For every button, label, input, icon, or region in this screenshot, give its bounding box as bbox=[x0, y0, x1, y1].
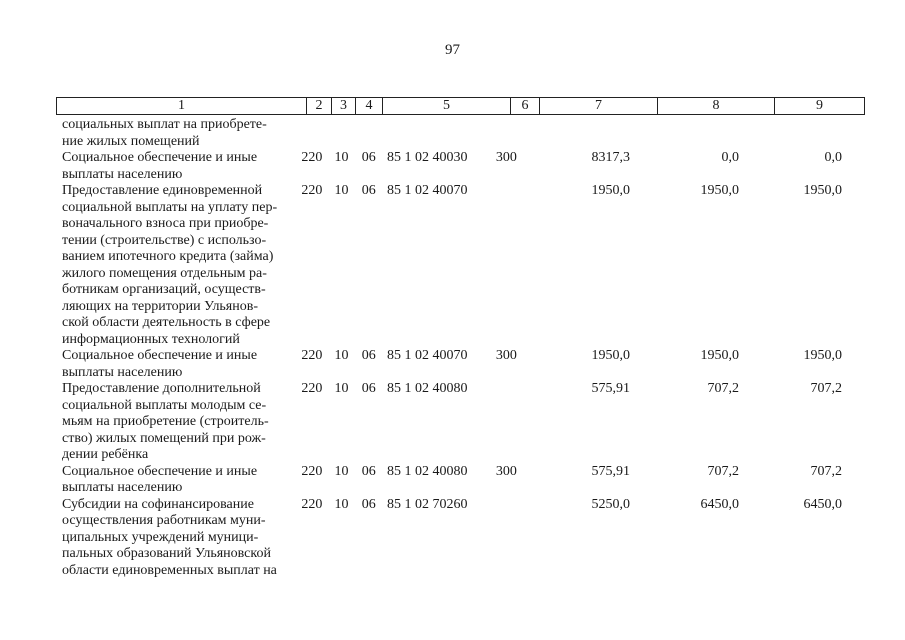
description-line: ванием ипотечного кредита (займа) bbox=[62, 249, 274, 264]
row-expense-type: 300 bbox=[495, 463, 517, 479]
description-line: мьям на приобретение (строитель- bbox=[62, 414, 269, 429]
header-col-5: 5 bbox=[383, 98, 511, 115]
description-line: осуществления работникам муни- bbox=[62, 513, 266, 528]
table-row bbox=[62, 381, 842, 464]
budget-table-body bbox=[62, 117, 842, 579]
row-description bbox=[62, 381, 293, 464]
description-line: Социальное обеспечение и иные bbox=[62, 150, 258, 165]
row-target-article: 85 1 02 40070 bbox=[386, 348, 468, 363]
row-description bbox=[62, 150, 293, 183]
row-code-admin: 220 bbox=[301, 348, 323, 363]
column-header-row bbox=[56, 97, 865, 115]
table-row bbox=[62, 348, 842, 381]
row-subsection: 06 bbox=[361, 381, 376, 396]
description-line: дении ребёнка bbox=[62, 447, 149, 462]
header-col-7: 7 bbox=[540, 98, 658, 115]
row-section: 10 bbox=[334, 463, 349, 479]
description-line: ство) жилых помещений при рож- bbox=[62, 430, 266, 446]
description-line: Социальное обеспечение и иные bbox=[62, 348, 258, 363]
description-line: Предоставление дополнительной bbox=[62, 381, 261, 396]
row-description bbox=[62, 348, 293, 381]
header-col-2: 2 bbox=[307, 98, 332, 115]
description-line: жилого помещения отдельным ра- bbox=[62, 265, 267, 281]
header-col-4: 4 bbox=[356, 98, 383, 115]
row-amount-col8: 0,0 bbox=[721, 150, 739, 165]
row-amount-col9: 707,2 bbox=[810, 463, 842, 479]
header-col-3: 3 bbox=[332, 98, 356, 115]
description-line: пальных образований Ульяновской bbox=[62, 546, 271, 561]
row-section: 10 bbox=[334, 150, 349, 165]
description-line: Субсидии на софинансирование bbox=[62, 496, 254, 512]
row-amount-col7: 575,91 bbox=[591, 381, 631, 396]
description-line: воначального взноса при приобре- bbox=[62, 216, 269, 231]
row-code-admin: 220 bbox=[301, 496, 323, 512]
description-line: выплаты населению bbox=[62, 480, 183, 495]
row-target-article: 85 1 02 40080 bbox=[386, 381, 468, 396]
row-section: 10 bbox=[334, 496, 349, 512]
row-amount-col7: 5250,0 bbox=[591, 496, 631, 512]
table-row bbox=[62, 183, 842, 348]
row-amount-col9: 1950,0 bbox=[803, 348, 842, 363]
header-col-1: 1 bbox=[57, 98, 307, 115]
description-line: ние жилых помещений bbox=[62, 133, 200, 149]
row-subsection: 06 bbox=[361, 348, 376, 363]
description-line: ской области деятельность в сфере bbox=[62, 315, 271, 330]
row-amount-col7: 1950,0 bbox=[591, 348, 631, 363]
table-row bbox=[62, 150, 842, 183]
description-line: социальных выплат на приобрете- bbox=[62, 117, 267, 132]
description-line: выплаты населению bbox=[62, 166, 183, 182]
description-line: социальной выплаты на уплату пер- bbox=[62, 199, 278, 215]
row-amount-col9: 707,2 bbox=[810, 381, 842, 396]
row-amount-col8: 1950,0 bbox=[700, 348, 739, 363]
row-code-admin: 220 bbox=[301, 150, 323, 165]
header-col-8: 8 bbox=[658, 98, 775, 115]
description-line: социальной выплаты молодым се- bbox=[62, 397, 267, 413]
row-amount-col8: 6450,0 bbox=[700, 496, 739, 512]
row-section: 10 bbox=[334, 348, 349, 363]
row-target-article: 85 1 02 40030 bbox=[386, 150, 468, 165]
row-target-article: 85 1 02 40070 bbox=[386, 183, 468, 198]
description-line: Предоставление единовременной bbox=[62, 183, 263, 198]
page-number: 97 bbox=[445, 42, 460, 58]
row-subsection: 06 bbox=[361, 183, 376, 198]
row-section: 10 bbox=[334, 183, 349, 198]
row-description bbox=[62, 183, 293, 348]
description-line: Социальное обеспечение и иные bbox=[62, 463, 258, 479]
row-amount-col7: 8317,3 bbox=[591, 150, 631, 165]
header-col-6: 6 bbox=[511, 98, 540, 115]
description-line: ципальных учреждений муници- bbox=[62, 529, 259, 545]
row-subsection: 06 bbox=[361, 150, 376, 165]
row-subsection: 06 bbox=[361, 463, 376, 479]
row-target-article: 85 1 02 40080 bbox=[386, 463, 468, 479]
table-row bbox=[62, 464, 842, 497]
row-amount-col8: 1950,0 bbox=[700, 183, 739, 198]
row-expense-type: 300 bbox=[495, 348, 517, 363]
row-description bbox=[62, 117, 293, 150]
row-amount-col8: 707,2 bbox=[707, 381, 739, 396]
row-amount-col7: 1950,0 bbox=[591, 183, 631, 198]
row-code-admin: 220 bbox=[301, 463, 323, 479]
description-line: информационных технологий bbox=[62, 331, 240, 347]
row-amount-col7: 575,91 bbox=[591, 463, 631, 479]
row-subsection: 06 bbox=[361, 496, 376, 512]
row-amount-col9: 1950,0 bbox=[803, 183, 842, 198]
row-target-article: 85 1 02 70260 bbox=[386, 496, 468, 512]
description-line: ботникам организаций, осуществ- bbox=[62, 282, 266, 297]
row-amount-col9: 0,0 bbox=[824, 150, 842, 165]
row-description bbox=[62, 464, 293, 497]
header-col-9: 9 bbox=[775, 98, 865, 115]
table-row bbox=[62, 497, 842, 580]
description-line: выплаты населению bbox=[62, 364, 183, 380]
row-code-admin: 220 bbox=[301, 183, 323, 198]
table-row bbox=[62, 117, 842, 150]
row-expense-type: 300 bbox=[495, 150, 517, 165]
row-amount-col9: 6450,0 bbox=[803, 496, 842, 512]
row-description bbox=[62, 497, 293, 580]
row-section: 10 bbox=[334, 381, 349, 396]
description-line: области единовременных выплат на bbox=[62, 562, 277, 578]
description-line: ляющих на территории Ульянов- bbox=[62, 298, 259, 314]
row-amount-col8: 707,2 bbox=[707, 463, 739, 479]
row-code-admin: 220 bbox=[301, 381, 323, 396]
description-line: тении (строительстве) с использо- bbox=[62, 232, 267, 248]
